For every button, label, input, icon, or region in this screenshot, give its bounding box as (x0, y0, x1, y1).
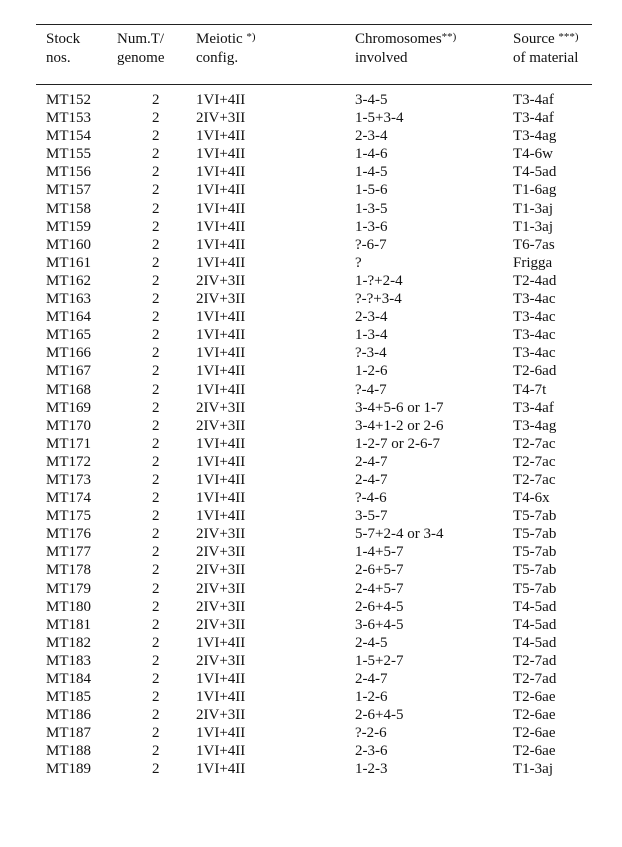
cell-source: T3-4ac (513, 291, 556, 308)
cell-meiotic: 1VI+4II (196, 671, 246, 687)
cell-num: 2 (152, 327, 160, 344)
cell-meiotic: 1VI+4II (196, 218, 246, 235)
cell-num: 2 (152, 725, 160, 742)
cell-meiotic: 1VI+4II (196, 345, 246, 362)
table-row (0, 127, 622, 145)
cell-stock: MT187 (46, 725, 91, 742)
cell-num: 2 (152, 200, 160, 217)
cell-meiotic: 1VI+4II (196, 381, 246, 398)
table-row (0, 254, 622, 272)
cell-chromosomes: 1-?+2-4 (355, 272, 403, 289)
cell-num: 2 (152, 164, 160, 181)
cell-source: T2-6ae (513, 707, 556, 724)
cell-chromosomes: ?-?+3-4 (355, 291, 402, 308)
cell-chromosomes: 1-3-5 (355, 200, 388, 217)
header-meiotic-line2: config. (196, 50, 239, 66)
table-row (0, 580, 622, 598)
cell-stock: MT174 (46, 490, 91, 507)
cell-meiotic: 1VI+4II (196, 508, 246, 525)
cell-source: T1-3aj (513, 200, 553, 217)
cell-chromosomes: 1-2-3 (355, 761, 388, 778)
cell-num: 2 (152, 580, 160, 597)
cell-chromosomes: 3-6+4-5 (355, 616, 404, 633)
cell-chromosomes: 1-2-6 (355, 689, 388, 706)
cell-meiotic: 1VI+4II (196, 92, 246, 108)
cell-chromosomes: 5-7+2-4 or 3-4 (355, 526, 444, 543)
cell-source: T5-7ab (513, 508, 557, 525)
cell-source: T2-6ae (513, 725, 556, 742)
header-source-line1 (513, 30, 579, 49)
cell-source: T4-7t (513, 381, 547, 398)
cell-chromosomes: 3-5-7 (355, 508, 388, 525)
cell-num: 2 (152, 671, 160, 687)
cell-chromosomes: ?-4-7 (355, 381, 387, 398)
cell-num: 2 (152, 417, 160, 434)
table-row (0, 236, 622, 254)
cell-stock: MT154 (46, 128, 91, 145)
cell-meiotic: 1VI+4II (196, 327, 246, 344)
table-row (0, 163, 622, 181)
cell-chromosomes: ?-3-4 (355, 345, 387, 362)
cell-chromosomes: 1-3-4 (355, 327, 388, 344)
cell-meiotic: 1VI+4II (196, 254, 246, 271)
table-row (0, 435, 622, 453)
cell-num: 2 (152, 508, 160, 525)
cell-chromosomes: 2-4-7 (355, 671, 388, 687)
cell-stock: MT161 (46, 254, 91, 271)
cell-meiotic: 1VI+4II (196, 634, 246, 651)
table-row (0, 616, 622, 634)
cell-source: T3-4ag (513, 128, 557, 145)
cell-chromosomes: ?-6-7 (355, 236, 387, 253)
cell-stock: MT167 (46, 363, 91, 380)
cell-num: 2 (152, 490, 160, 507)
table-row (0, 200, 622, 218)
cell-chromosomes: 2-4-5 (355, 634, 388, 651)
cell-source: T5-7ab (513, 526, 557, 543)
cell-num: 2 (152, 291, 160, 308)
cell-chromosomes: 1-2-6 (355, 363, 388, 380)
cell-num: 2 (152, 345, 160, 362)
cell-source: T5-7ab (513, 580, 557, 597)
cell-chromosomes: 2-4+5-7 (355, 580, 404, 597)
header-chromosomes-text: Chromosomes (355, 31, 442, 47)
header-chromosomes-footnote-mark: **) (441, 31, 457, 43)
cell-stock: MT153 (46, 110, 91, 127)
table-row (0, 417, 622, 435)
cell-num: 2 (152, 453, 160, 470)
cell-source: T2-6ae (513, 689, 556, 706)
cell-num: 2 (152, 92, 160, 108)
cell-stock: MT159 (46, 218, 91, 235)
cell-source: T1-6ag (513, 182, 557, 199)
cell-stock: MT158 (46, 200, 91, 217)
header-stock (46, 30, 80, 68)
header-meiotic-text: Meiotic (196, 31, 243, 47)
cell-chromosomes: 1-5+3-4 (355, 110, 404, 127)
cell-source: T4-5ad (513, 164, 557, 181)
cell-num: 2 (152, 544, 160, 561)
cell-num: 2 (152, 598, 160, 615)
table-row (0, 453, 622, 471)
cell-meiotic: 2IV+3II (196, 291, 246, 308)
header-source-text: Source (513, 31, 555, 47)
table-row (0, 326, 622, 344)
cell-chromosomes: 2-4-7 (355, 471, 388, 488)
cell-source: T1-3aj (513, 761, 553, 778)
table-row (0, 471, 622, 489)
cell-meiotic: 1VI+4II (196, 743, 246, 760)
table-row (0, 344, 622, 362)
cell-num: 2 (152, 272, 160, 289)
cell-stock: MT168 (46, 381, 91, 398)
cell-chromosomes: 2-3-4 (355, 309, 388, 326)
table-row (0, 91, 622, 109)
cell-num: 2 (152, 634, 160, 651)
header-source (513, 30, 579, 68)
cell-chromosomes: 1-2-7 or 2-6-7 (355, 435, 440, 452)
cell-source: Frigga (513, 254, 553, 271)
cell-meiotic: 1VI+4II (196, 146, 246, 163)
table-row (0, 598, 622, 616)
cell-meiotic: 1VI+4II (196, 689, 246, 706)
cell-chromosomes: ?-2-6 (355, 725, 387, 742)
cell-meiotic: 1VI+4II (196, 435, 246, 452)
cell-stock: MT175 (46, 508, 91, 525)
cell-stock: MT182 (46, 634, 91, 651)
cell-num: 2 (152, 381, 160, 398)
cell-meiotic: 2IV+3II (196, 526, 246, 543)
cell-stock: MT183 (46, 652, 91, 669)
cell-source: T3-4af (513, 92, 554, 108)
cell-source: T6-7as (513, 236, 555, 253)
cell-stock: MT177 (46, 544, 91, 561)
table-row (0, 381, 622, 399)
table-row (0, 760, 622, 778)
cell-source: T3-4ac (513, 309, 556, 326)
table-row (0, 308, 622, 326)
cell-stock: MT189 (46, 761, 91, 778)
cell-chromosomes: ? (355, 254, 362, 271)
table-row (0, 561, 622, 579)
cell-stock: MT184 (46, 671, 91, 687)
cell-source: T3-4ag (513, 417, 557, 434)
table-row (0, 525, 622, 543)
table-row (0, 742, 622, 760)
cell-chromosomes: 2-3-4 (355, 128, 388, 145)
table-row (0, 652, 622, 670)
table-top-rule (36, 24, 592, 25)
cell-chromosomes: 1-4-5 (355, 164, 388, 181)
header-num (117, 30, 164, 68)
header-num-line2: genome (117, 50, 165, 66)
header-chromosomes (355, 30, 456, 68)
header-stock-line1: Stock (46, 31, 81, 47)
cell-chromosomes: 2-6+5-7 (355, 562, 404, 579)
cell-chromosomes: 2-3-6 (355, 743, 388, 760)
cell-num: 2 (152, 435, 160, 452)
cell-num: 2 (152, 526, 160, 543)
cell-meiotic: 1VI+4II (196, 453, 246, 470)
cell-num: 2 (152, 743, 160, 760)
cell-chromosomes: 2-4-7 (355, 453, 388, 470)
cell-meiotic: 2IV+3II (196, 562, 246, 579)
cell-num: 2 (152, 182, 160, 199)
cell-num: 2 (152, 399, 160, 416)
cell-stock: MT185 (46, 689, 91, 706)
table-row (0, 670, 622, 688)
cell-source: T2-7ac (513, 435, 556, 452)
table-row (0, 181, 622, 199)
cell-meiotic: 1VI+4II (196, 309, 246, 326)
cell-source: T4-6w (513, 146, 553, 163)
table-row (0, 218, 622, 236)
cell-meiotic: 2IV+3II (196, 544, 246, 561)
table-row (0, 688, 622, 706)
table-row (0, 489, 622, 507)
cell-stock: MT188 (46, 743, 91, 760)
cell-stock: MT178 (46, 562, 91, 579)
cell-meiotic: 1VI+4II (196, 182, 246, 199)
cell-num: 2 (152, 254, 160, 271)
cell-stock: MT180 (46, 598, 91, 615)
cell-stock: MT181 (46, 616, 91, 633)
cell-meiotic: 2IV+3II (196, 417, 246, 434)
table-row (0, 724, 622, 742)
cell-num: 2 (152, 616, 160, 633)
cell-meiotic: 2IV+3II (196, 272, 246, 289)
cell-source: T2-7ac (513, 471, 556, 488)
cell-chromosomes: 3-4+5-6 or 1-7 (355, 399, 444, 416)
cell-num: 2 (152, 218, 160, 235)
cell-stock: MT169 (46, 399, 91, 416)
cell-num: 2 (152, 471, 160, 488)
cell-stock: MT157 (46, 182, 91, 199)
cell-meiotic: 2IV+3II (196, 598, 246, 615)
header-meiotic (196, 30, 256, 68)
cell-source: T2-7ad (513, 652, 557, 669)
cell-source: T2-7ac (513, 453, 556, 470)
header-source-footnote-mark: ***) (558, 31, 579, 43)
cell-chromosomes: 3-4-5 (355, 92, 388, 108)
cell-num: 2 (152, 128, 160, 145)
cell-stock: MT160 (46, 236, 91, 253)
table-body (0, 91, 622, 779)
cell-meiotic: 2IV+3II (196, 580, 246, 597)
cell-stock: MT186 (46, 707, 91, 724)
cell-source: T4-5ad (513, 616, 557, 633)
header-num-line1: Num.T/ (117, 31, 165, 47)
cell-stock: MT155 (46, 146, 91, 163)
cell-stock: MT170 (46, 417, 91, 434)
cell-stock: MT162 (46, 272, 91, 289)
cell-num: 2 (152, 110, 160, 127)
cell-chromosomes: 2-6+4-5 (355, 598, 404, 615)
cell-num: 2 (152, 707, 160, 724)
cell-chromosomes: ?-4-6 (355, 490, 387, 507)
cell-stock: MT163 (46, 291, 91, 308)
cell-meiotic: 2IV+3II (196, 652, 246, 669)
cell-source: T4-5ad (513, 634, 557, 651)
cell-chromosomes: 3-4+1-2 or 2-6 (355, 417, 444, 434)
cell-source: T2-7ad (513, 671, 557, 687)
cell-stock: MT173 (46, 471, 91, 488)
cell-meiotic: 2IV+3II (196, 616, 246, 633)
cell-source: T4-6x (513, 490, 550, 507)
cell-meiotic: 1VI+4II (196, 363, 246, 380)
cell-meiotic: 1VI+4II (196, 725, 246, 742)
table-row (0, 362, 622, 380)
cell-meiotic: 2IV+3II (196, 399, 246, 416)
cell-num: 2 (152, 309, 160, 326)
header-chromosomes-line2: involved (355, 50, 408, 66)
cell-source: T4-5ad (513, 598, 557, 615)
cell-meiotic: 1VI+4II (196, 471, 246, 488)
header-chromosomes-line1 (355, 30, 456, 49)
cell-stock: MT166 (46, 345, 91, 362)
cell-num: 2 (152, 146, 160, 163)
cell-chromosomes: 1-5-6 (355, 182, 388, 199)
cell-source: T3-4ac (513, 345, 556, 362)
cell-meiotic: 2IV+3II (196, 110, 246, 127)
table-row (0, 507, 622, 525)
cell-source: T2-4ad (513, 272, 557, 289)
cell-chromosomes: 1-4+5-7 (355, 544, 404, 561)
table-row (0, 272, 622, 290)
cell-num: 2 (152, 652, 160, 669)
cell-source: T3-4ac (513, 327, 556, 344)
table-row (0, 543, 622, 561)
cell-source: T3-4af (513, 110, 554, 127)
header-meiotic-line1 (196, 30, 256, 49)
cell-meiotic: 2IV+3II (196, 707, 246, 724)
table-row (0, 145, 622, 163)
header-stock-line2: nos. (46, 50, 71, 66)
cell-num: 2 (152, 363, 160, 380)
cell-stock: MT172 (46, 453, 91, 470)
table-row (0, 290, 622, 308)
cell-source: T2-6ad (513, 363, 557, 380)
cell-meiotic: 1VI+4II (196, 128, 246, 145)
cell-source: T2-6ae (513, 743, 556, 760)
table-row (0, 399, 622, 417)
cell-meiotic: 1VI+4II (196, 200, 246, 217)
header-source-line2: of material (513, 50, 579, 66)
cell-stock: MT179 (46, 580, 91, 597)
cell-num: 2 (152, 689, 160, 706)
cell-stock: MT176 (46, 526, 91, 543)
cell-chromosomes: 1-3-6 (355, 218, 388, 235)
cell-stock: MT164 (46, 309, 91, 326)
cell-meiotic: 1VI+4II (196, 164, 246, 181)
cell-num: 2 (152, 562, 160, 579)
cell-chromosomes: 1-4-6 (355, 146, 388, 163)
cell-chromosomes: 1-5+2-7 (355, 652, 404, 669)
table-row (0, 706, 622, 724)
table-row (0, 109, 622, 127)
cell-source: T1-3aj (513, 218, 553, 235)
cell-stock: MT152 (46, 92, 91, 108)
cell-stock: MT156 (46, 164, 91, 181)
cell-num: 2 (152, 236, 160, 253)
table-header-rule (36, 84, 592, 85)
cell-meiotic: 1VI+4II (196, 236, 246, 253)
cell-stock: MT171 (46, 435, 91, 452)
cell-meiotic: 1VI+4II (196, 490, 246, 507)
header-meiotic-footnote-mark: *) (246, 31, 256, 43)
cell-source: T3-4af (513, 399, 554, 416)
cell-meiotic: 1VI+4II (196, 761, 246, 778)
cell-num: 2 (152, 761, 160, 778)
table-row (0, 634, 622, 652)
cell-source: T5-7ab (513, 562, 557, 579)
cell-stock: MT165 (46, 327, 91, 344)
cell-source: T5-7ab (513, 544, 557, 561)
cell-chromosomes: 2-6+4-5 (355, 707, 404, 724)
